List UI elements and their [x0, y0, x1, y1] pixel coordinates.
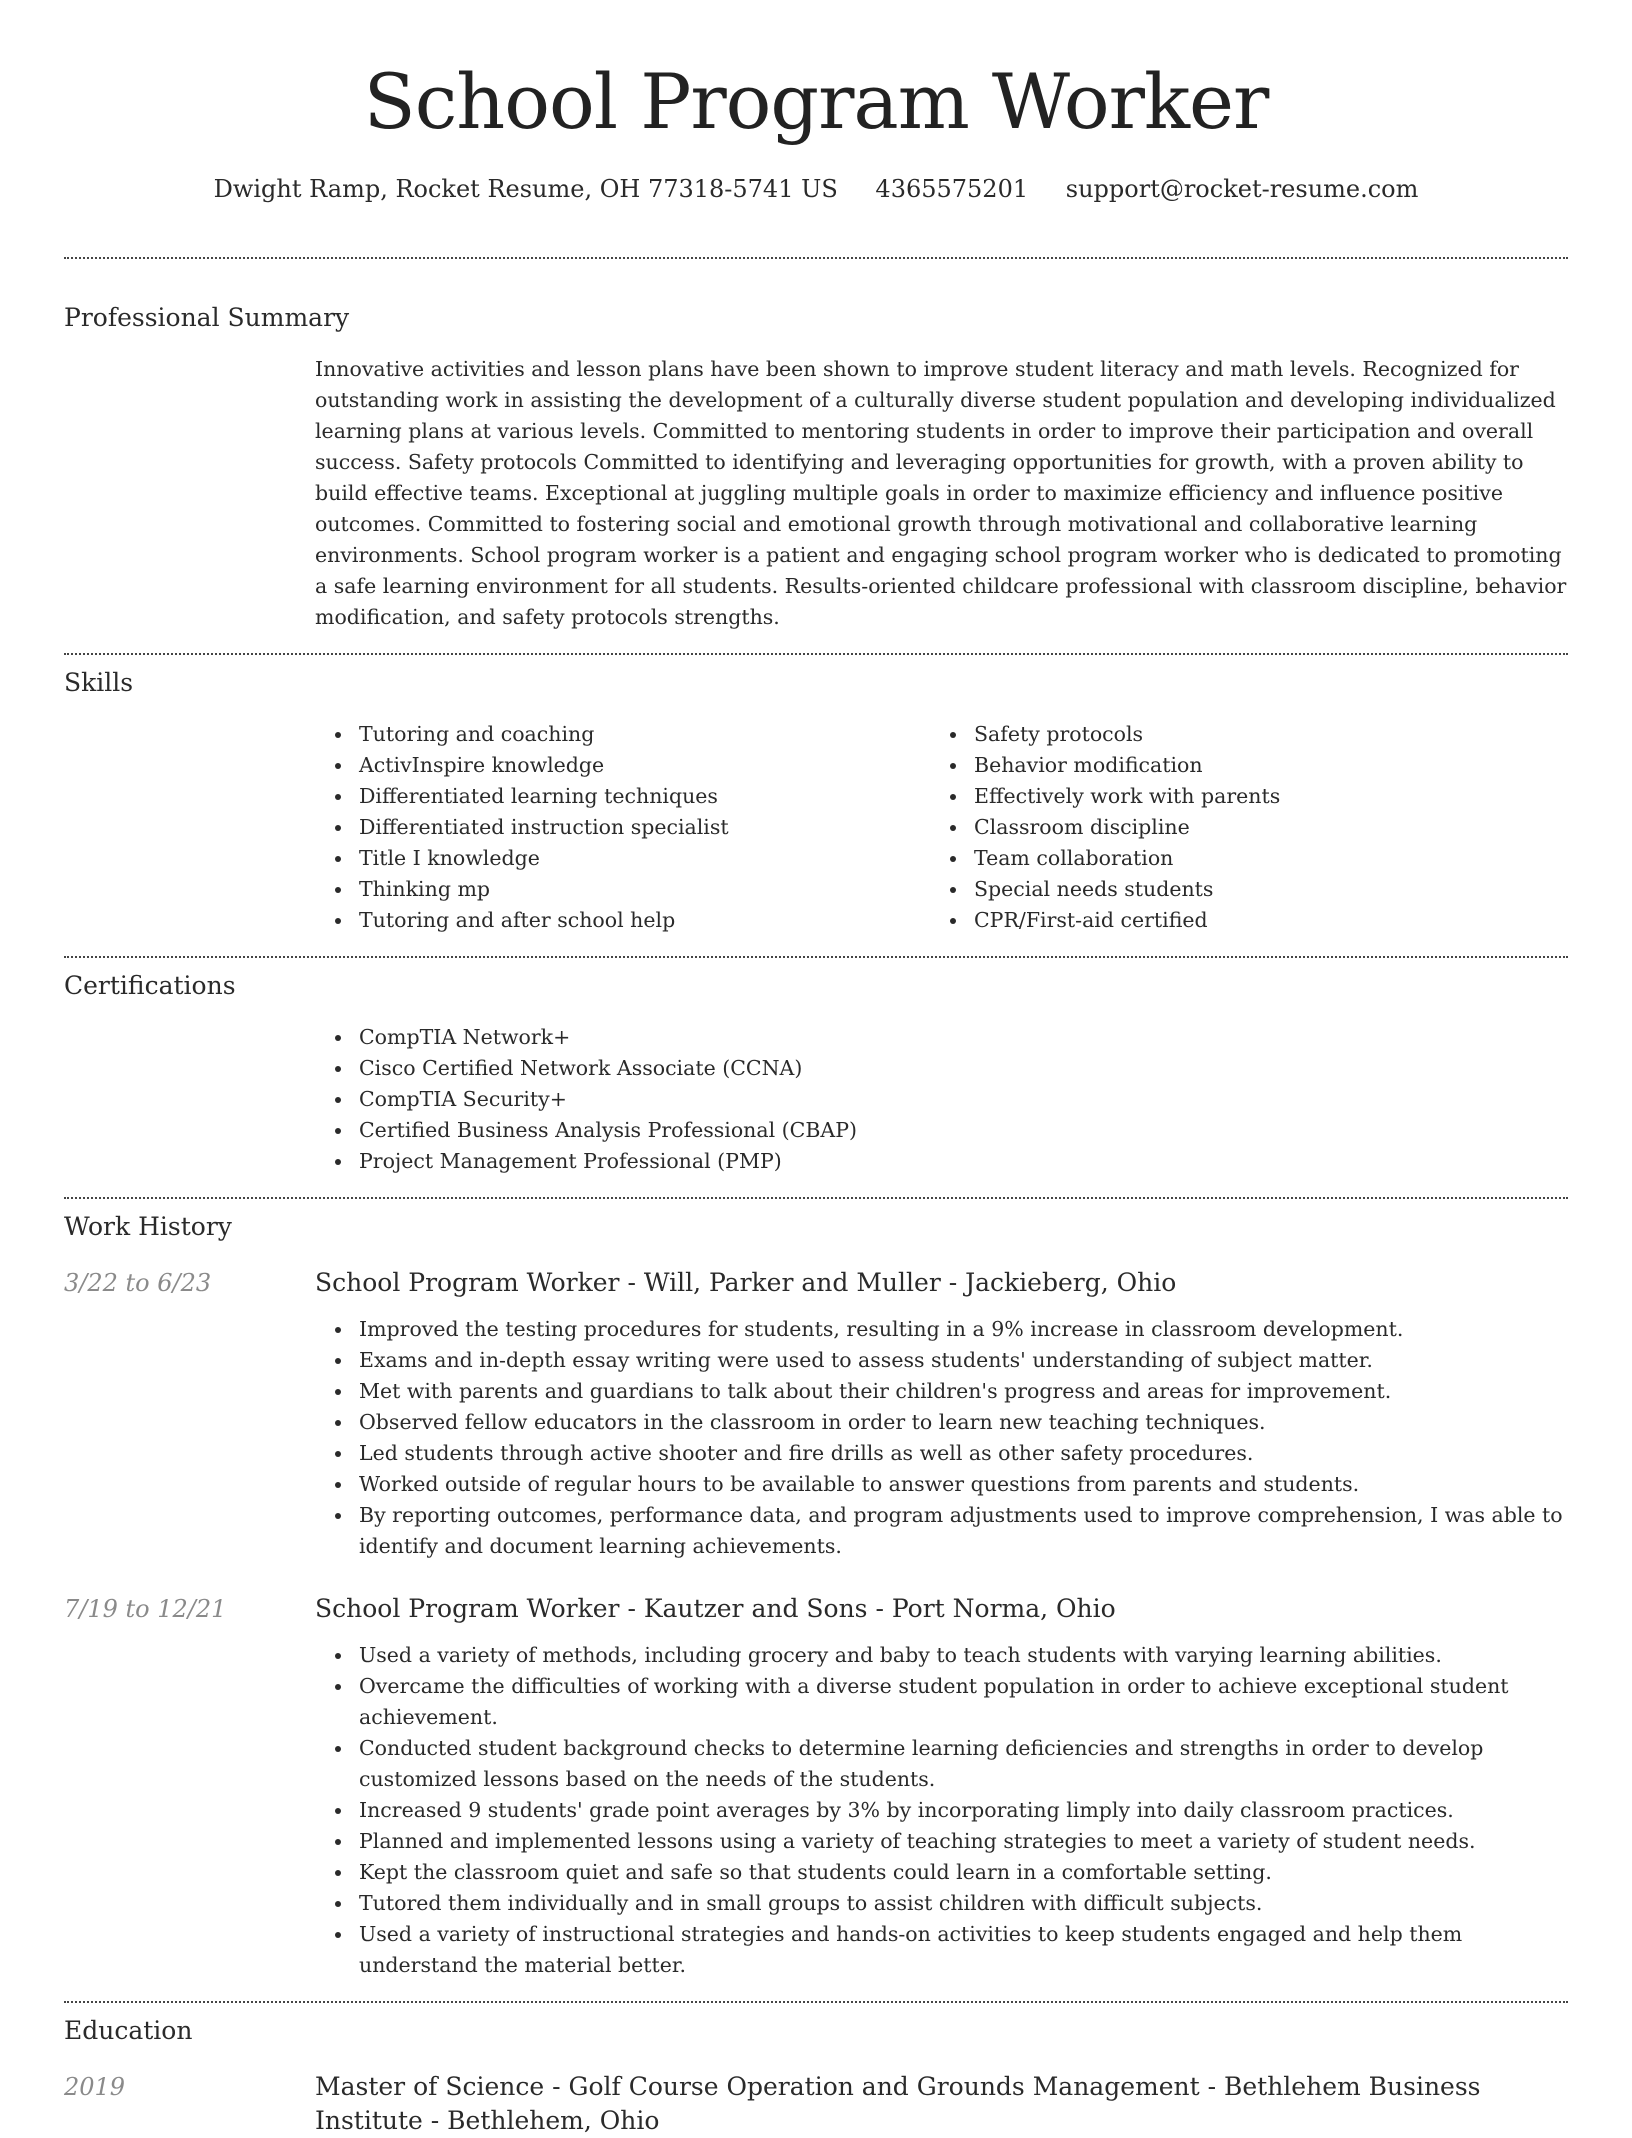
job-dates: 3/22 to 6/23: [64, 1269, 212, 1297]
section-divider: [64, 2001, 1568, 2003]
summary-text: Innovative activities and lesson plans have been shown to improve student literacy and math levels. Recognized for outstanding work in assisting the development of a culturally diverse student population and developing individualized learning plans at various levels. Committed to mentoring students in order to improve their participation and overall success. Safety protocols Committed to identifying and leveraging opportunities for growth, with a proven ability to build effective teams. Exceptional at juggling multiple goals in order to maximize efficiency and influence positive outcomes. Committed to fostering social and emotional growth through motivational and collaborative learning environments. School program worker is a patient and engaging school program worker who is dedicated to promoting a safe learning environment for all students. Results-oriented childcare professional with classroom discipline, behavior modification, and safety protocols strengths.: [315, 357, 1567, 629]
skills-list: [315, 719, 1568, 936]
work-history-heading: Work History: [64, 1212, 232, 1241]
job-duty: Improved the testing procedures for students, resulting in a 9% increase in classroom development.: [359, 1314, 1568, 1345]
job-duty: Worked outside of regular hours to be available to answer questions from parents and students.: [359, 1469, 1568, 1500]
education-year: 2019: [64, 2073, 126, 2101]
skill-item: Thinking mp: [359, 874, 930, 905]
skill-item: Behavior modification: [974, 750, 1545, 781]
certification-item: CompTIA Security+: [359, 1084, 1568, 1115]
job-duty: Met with parents and guardians to talk about their children's progress and areas for improvement.: [359, 1376, 1568, 1407]
job-duty: By reporting outcomes, performance data, and program adjustments used to improve comprehension, I was able to identify and document learning achievements.: [359, 1500, 1568, 1562]
education-heading: Education: [64, 2016, 193, 2045]
contact-phone: 4365575201: [875, 175, 1029, 203]
certifications-heading: Certifications: [64, 971, 236, 1000]
skills-column-right: [930, 719, 1545, 936]
job-duty: Used a variety of methods, including grocery and baby to teach students with varying learning abilities.: [359, 1640, 1568, 1671]
contact-line: [64, 172, 1568, 206]
section-divider: [64, 257, 1568, 259]
job-duty: Conducted student background checks to determine learning deficiencies and strengths in order to develop customized lessons based on the needs of the students.: [359, 1733, 1568, 1795]
job-duty: Observed fellow educators in the classroom in order to learn new teaching techniques.: [359, 1407, 1568, 1438]
education-entry: [64, 2070, 1568, 2138]
job-entry: [64, 1592, 1568, 1981]
section-divider: [64, 956, 1568, 958]
contact-email: support@rocket-resume.com: [1065, 175, 1419, 203]
skill-item: Tutoring and after school help: [359, 905, 930, 936]
skill-item: Differentiated instruction specialist: [359, 812, 930, 843]
skill-item: Tutoring and coaching: [359, 719, 930, 750]
job-duty: Led students through active shooter and fire drills as well as other safety procedures.: [359, 1438, 1568, 1469]
skill-item: CPR/First-aid certified: [974, 905, 1545, 936]
contact-address: Dwight Ramp, Rocket Resume, OH 77318-5741 US: [213, 175, 838, 203]
job-duty: Increased 9 students' grade point averages by 3% by incorporating limply into daily classroom practices.: [359, 1795, 1568, 1826]
job-duties: [315, 1314, 1568, 1562]
certifications-list: [315, 1022, 1568, 1177]
job-duty: Tutored them individually and in small groups to assist children with difficult subjects.: [359, 1888, 1568, 1919]
certification-item: Certified Business Analysis Professional (CBAP): [359, 1115, 1568, 1146]
job-duty: Overcame the difficulties of working with a diverse student population in order to achieve exceptional student achievement.: [359, 1671, 1568, 1733]
job-title: School Program Worker - Kautzer and Sons - Port Norma, Ohio: [315, 1594, 1116, 1623]
certification-item: Project Management Professional (PMP): [359, 1146, 1568, 1177]
skill-item: Safety protocols: [974, 719, 1545, 750]
skills-column-left: [315, 719, 930, 936]
skills-heading: Skills: [64, 668, 134, 697]
resume-page: [64, 0, 1568, 2138]
skill-item: Classroom discipline: [974, 812, 1545, 843]
certification-item: Cisco Certified Network Associate (CCNA): [359, 1053, 1568, 1084]
job-duty: Exams and in-depth essay writing were used to assess students' understanding of subject matter.: [359, 1345, 1568, 1376]
skill-item: Team collaboration: [974, 843, 1545, 874]
section-divider: [64, 653, 1568, 655]
resume-title: School Program Worker: [363, 57, 1269, 146]
skill-item: Title I knowledge: [359, 843, 930, 874]
job-dates: 7/19 to 12/21: [64, 1595, 227, 1623]
summary-heading: Professional Summary: [64, 303, 350, 332]
job-duty: Used a variety of instructional strategies and hands-on activities to keep students engaged and help them understand the material better.: [359, 1919, 1568, 1981]
skill-item: Special needs students: [974, 874, 1545, 905]
job-duty: Kept the classroom quiet and safe so that students could learn in a comfortable setting.: [359, 1857, 1568, 1888]
section-divider: [64, 1197, 1568, 1199]
certification-item: CompTIA Network+: [359, 1022, 1568, 1053]
education-title: Master of Science - Golf Course Operation and Grounds Management - Bethlehem Business Institute - Bethlehem, Ohio: [315, 2072, 1481, 2135]
skill-item: Effectively work with parents: [974, 781, 1545, 812]
job-entry: [64, 1266, 1568, 1562]
job-duties: [315, 1640, 1568, 1981]
skill-item: ActivInspire knowledge: [359, 750, 930, 781]
job-title: School Program Worker - Will, Parker and Muller - Jackieberg, Ohio: [315, 1268, 1177, 1297]
skill-item: Differentiated learning techniques: [359, 781, 930, 812]
job-duty: Planned and implemented lessons using a variety of teaching strategies to meet a variety of student needs.: [359, 1826, 1568, 1857]
